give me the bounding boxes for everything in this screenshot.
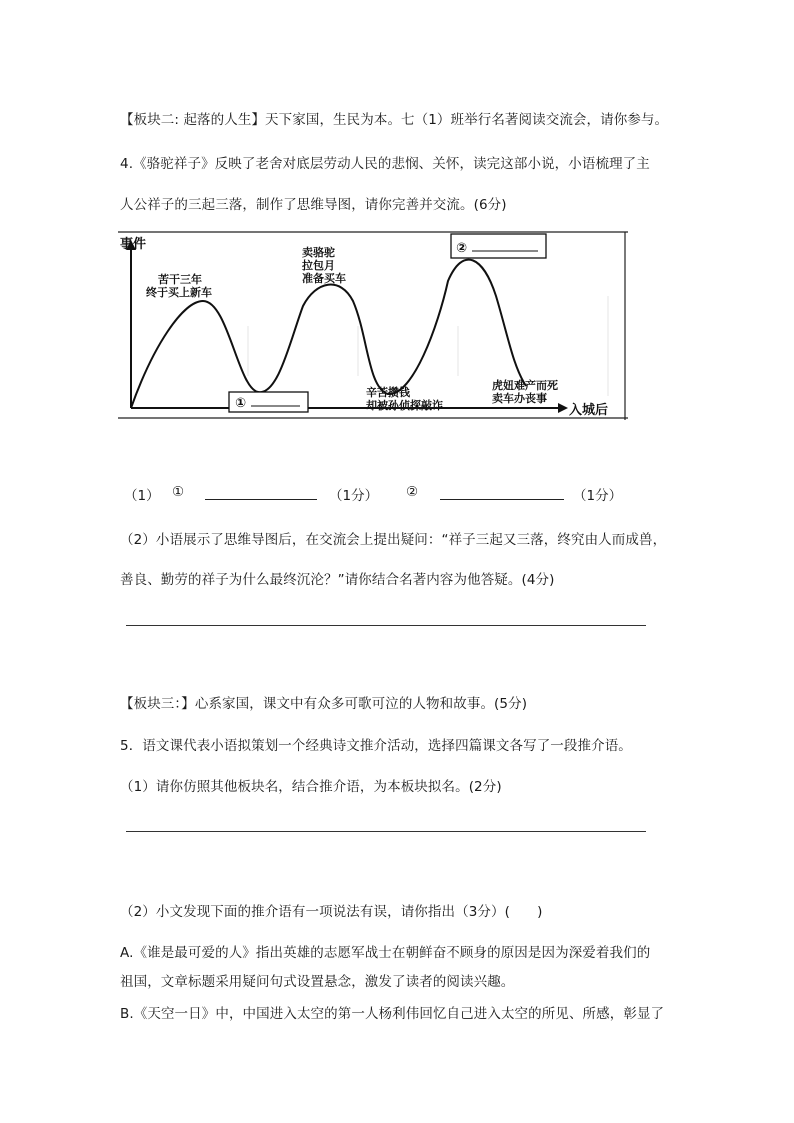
q4-1-score1: （1分） bbox=[329, 488, 379, 504]
end-line2: 卖车办丧事 bbox=[492, 392, 547, 405]
peak3-box-label: ② bbox=[456, 241, 468, 256]
peak1-line2: 终于买上新车 bbox=[146, 286, 212, 299]
x-axis-arrow bbox=[558, 403, 568, 413]
q4-1-label: （1） bbox=[124, 488, 160, 504]
end-line1: 虎妞难产而死 bbox=[492, 379, 558, 392]
option-a-line2: 祖国，文章标题采用疑问句式设置悬念，激发了读者的阅读兴趣。 bbox=[120, 974, 515, 990]
q4-1-score2: （1分） bbox=[573, 488, 623, 504]
question-5-2: （2）小文发现下面的推介语有一项说法有误，请你指出（3分）( ) bbox=[120, 904, 543, 920]
answer-line-q4-2[interactable] bbox=[126, 625, 646, 626]
question-4-2-line1: （2）小语展示了思维导图后，在交流会上提出疑问：“祥子三起又三落，终究由人而成兽， bbox=[120, 532, 667, 548]
peak2-line1: 卖骆驼 bbox=[302, 246, 335, 259]
q4-1-blank1[interactable] bbox=[205, 499, 317, 500]
y-axis-label: 事件 bbox=[120, 237, 147, 252]
question-4-line1: 4.《骆驼祥子》反映了老舍对底层劳动人民的悲悯、关怀，读完这部小说，小语梳理了主 bbox=[120, 156, 650, 172]
q4-1-circle1: ① bbox=[172, 484, 185, 500]
question-5-1: （1）请你仿照其他板块名，结合推介语，为本板块拟名。(2分) bbox=[120, 779, 502, 795]
peak2-line3: 准备买车 bbox=[302, 272, 346, 285]
trough2-line1: 辛苦攒钱 bbox=[366, 386, 410, 399]
q4-1-blank2[interactable] bbox=[440, 499, 564, 500]
peak2-line2: 拉包月 bbox=[302, 259, 335, 272]
question-5: 5．语文课代表小语拟策划一个经典诗文推介活动，选择四篇课文各写了一段推介语。 bbox=[120, 738, 632, 754]
section2-header: 【板块二: 起落的人生】天下家国，生民为本。七（1）班举行名著阅读交流会，请你参与。 bbox=[120, 112, 669, 128]
trough2-line2: 却被孙侦探敲诈 bbox=[366, 399, 443, 412]
peak1-line1: 苦干三年 bbox=[158, 273, 202, 286]
option-b-line1: B.《天空一日》中，中国进入太空的第一人杨利伟回忆自己进入太空的所见、所感，彰显了 bbox=[120, 1006, 665, 1022]
question-4-line2: 人公祥子的三起三落，制作了思维导图，请你完善并交流。(6分) bbox=[120, 197, 507, 213]
option-a-line1: A.《谁是最可爱的人》指出英雄的志愿军战士在朝鲜奋不顾身的原因是因为深爱着我们的 bbox=[120, 945, 651, 961]
q4-1-circle2: ② bbox=[406, 484, 419, 500]
trough1-box-label: ① bbox=[235, 396, 247, 411]
mind-map-diagram bbox=[118, 226, 628, 420]
question-4-2-line2: 善良、勤劳的祥子为什么最终沉沦？”请你结合名著内容为他答疑。(4分) bbox=[120, 572, 555, 588]
answer-line-q5-1[interactable] bbox=[126, 831, 646, 832]
x-axis-label: 入城后 bbox=[569, 403, 609, 418]
section3-header: 【板块三：】心系家国，课文中有众多可歌可泣的人物和故事。(5分) bbox=[120, 696, 528, 712]
